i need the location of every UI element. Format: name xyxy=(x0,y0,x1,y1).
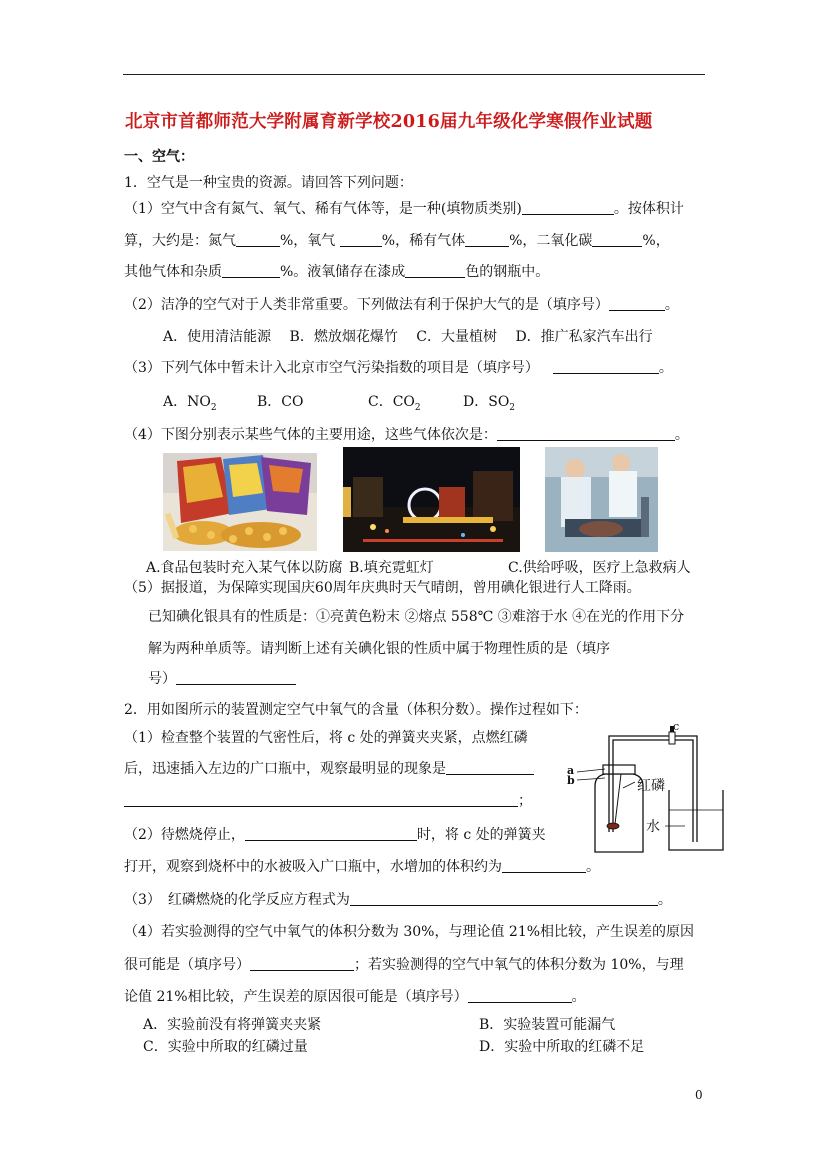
q2-part2-line1 xyxy=(124,824,546,844)
q2-option-a: A．实验前没有将弹簧夹夹紧 xyxy=(143,1017,322,1033)
page-title: 北京市首都师范大学附属育新学校2016届九年级化学寒假作业试题 xyxy=(125,112,653,132)
text: 。按体积计 xyxy=(613,201,684,217)
label-red-phosphorus: 红磷 xyxy=(637,778,665,794)
medical-oxygen-image xyxy=(545,447,658,552)
text: （3）下列气体中暂未计入北京市空气污染指数的项目是（填序号） xyxy=(124,360,539,376)
text: %，二氧化碳 xyxy=(509,233,593,249)
text: 很可能是（填序号） xyxy=(124,957,250,973)
subscript: 2 xyxy=(210,402,217,413)
subscript: 2 xyxy=(509,402,516,413)
text: （3） 红磷燃烧的化学反应方程式为 xyxy=(124,892,350,908)
q2-option-b: B．实验装置可能漏气 xyxy=(479,1017,616,1033)
text: 。 xyxy=(674,427,689,443)
text: 号） xyxy=(148,671,176,687)
answer-blank[interactable] xyxy=(609,296,665,311)
answer-blank[interactable] xyxy=(236,232,280,247)
q2-option-d: D．实验中所取的红磷不足 xyxy=(479,1039,645,1055)
text: 。 xyxy=(586,859,600,875)
subscript: 2 xyxy=(414,402,421,413)
caption-c: C.供给呼吸，医疗上急救病人 xyxy=(508,560,691,576)
q2-part3 xyxy=(124,889,672,909)
label-c: c xyxy=(673,720,680,733)
text: A．NO xyxy=(163,394,211,410)
text: 。 xyxy=(658,360,673,376)
answer-blank[interactable] xyxy=(497,426,675,441)
q2-part1-line3 xyxy=(124,790,532,810)
text: 算，大约是：氮气 xyxy=(124,233,236,249)
q2-option-c: C．实验中所取的红磷过量 xyxy=(143,1039,308,1055)
section-heading: 一、空气： xyxy=(124,149,194,165)
q1-stem: 1．空气是一种宝贵的资源。请回答下列问题： xyxy=(124,175,413,191)
text: %。液氧储存在漆成 xyxy=(280,264,406,280)
q2-part1-line1: （1）检查整个装置的气密性后，将 c 处的弹簧夹夹紧，点燃红磷 xyxy=(124,730,528,746)
answer-blank[interactable] xyxy=(465,232,509,247)
answer-blank[interactable] xyxy=(340,232,382,247)
q1-part3-option-a xyxy=(163,391,217,413)
text: %，稀有气体 xyxy=(381,233,466,249)
q1-part1-line3 xyxy=(124,261,549,281)
text: 。 xyxy=(664,297,679,313)
neon-lights-image xyxy=(343,447,520,552)
label-a: a xyxy=(567,764,575,777)
q2-part1-line2 xyxy=(124,758,534,778)
q2-stem: 2．用如图所示的装置测定空气中氧气的含量（体积分数）。操作过程如下： xyxy=(124,702,588,718)
answer-blank[interactable] xyxy=(350,891,658,906)
photo-food-packaging xyxy=(163,453,317,551)
text: ；若实验测得的空气中氧气的体积分数为 10%，与理 xyxy=(354,957,684,973)
q1-part5-line4 xyxy=(148,668,296,688)
q2-part4-line2 xyxy=(124,954,684,974)
text: 后，迅速插入左边的广口瓶中，观察最明显的现象是 xyxy=(124,761,446,777)
header-rule xyxy=(123,74,705,75)
q1-part1-line1 xyxy=(124,198,684,218)
q1-part4-stem xyxy=(124,424,689,444)
text: （4）下图分别表示某些气体的主要用途，这些气体依次是： xyxy=(124,427,497,443)
text: 时，将 c 处的弹簧夹 xyxy=(416,827,546,843)
answer-blank[interactable] xyxy=(176,670,296,685)
caption-b: B.填充霓虹灯 xyxy=(349,560,434,576)
text: 色的钢瓶中。 xyxy=(465,264,550,280)
text: 论值 21%相比较，产生误差的原因很可能是（填序号） xyxy=(124,989,468,1005)
caption-a: A.食品包装时充入某气体以防腐 xyxy=(146,560,343,576)
answer-blank[interactable] xyxy=(245,826,417,841)
label-b: b xyxy=(567,774,575,787)
q1-part2-options: A．使用清洁能源 B．燃放烟花爆竹 C．大量植树 D．推广私家汽车出行 xyxy=(163,329,653,345)
q1-part2-stem xyxy=(124,294,679,314)
answer-blank[interactable] xyxy=(222,263,280,278)
text: 。 xyxy=(571,989,586,1005)
q1-part5-line2: 已知碘化银具有的性质是：①亮黄色粉末 ②熔点 558℃ ③难溶于水 ④在光的作用下分 xyxy=(148,609,685,625)
text: 打开，观察到烧杯中的水被吸入广口瓶中，水增加的体积约为 xyxy=(124,859,502,875)
q2-part2-line2 xyxy=(124,856,600,876)
answer-blank[interactable] xyxy=(124,792,518,807)
text: （1）空气中含有氮气、氧气、稀有气体等，是一种(填物质类别) xyxy=(124,201,522,217)
q1-part3-stem xyxy=(124,357,673,377)
q2-part4-line1: （4）若实验测得的空气中氧气的体积分数为 30%，与理论值 21%相比较，产生误差的原因 xyxy=(124,924,695,940)
q1-part5-line1: （5）据报道，为保障实现国庆60周年庆典时天气晴朗，曾用碘化银进行人工降雨。 xyxy=(124,580,641,596)
text: 。 xyxy=(657,892,672,908)
answer-blank[interactable] xyxy=(250,956,354,971)
food-packaging-image xyxy=(163,453,317,551)
photo-medical-oxygen xyxy=(545,447,658,552)
answer-blank[interactable] xyxy=(522,200,614,215)
text: （2）洁净的空气对于人类非常重要。下列做法有利于保护大气的是（填序号） xyxy=(124,297,609,313)
q1-part3-option-c xyxy=(368,391,421,413)
answer-blank[interactable] xyxy=(502,858,586,873)
answer-blank[interactable] xyxy=(405,263,465,278)
text: D．SO xyxy=(463,394,510,410)
q1-part3-option-b: B．CO xyxy=(257,394,304,410)
text: 其他气体和杂质 xyxy=(124,264,222,280)
text: （2）待燃烧停止， xyxy=(124,827,245,843)
answer-blank[interactable] xyxy=(592,232,642,247)
page-number: 0 xyxy=(695,1088,703,1102)
text: %， xyxy=(642,233,670,249)
text: %，氧气 xyxy=(280,233,336,249)
answer-blank[interactable] xyxy=(446,760,534,775)
q1-part3-option-d xyxy=(463,391,515,413)
label-water: 水 xyxy=(646,819,660,835)
text: ； xyxy=(518,793,532,809)
answer-blank[interactable] xyxy=(553,359,659,374)
answer-blank[interactable] xyxy=(468,988,572,1003)
text: C．CO xyxy=(368,394,415,410)
q1-part5-line3: 解为两种单质等。请判断上述有关碘化银的性质中属于物理性质的是（填序 xyxy=(148,641,610,657)
q1-part1-line2 xyxy=(124,230,670,250)
q2-part4-line3 xyxy=(124,986,586,1006)
photo-neon-lights xyxy=(343,447,520,552)
